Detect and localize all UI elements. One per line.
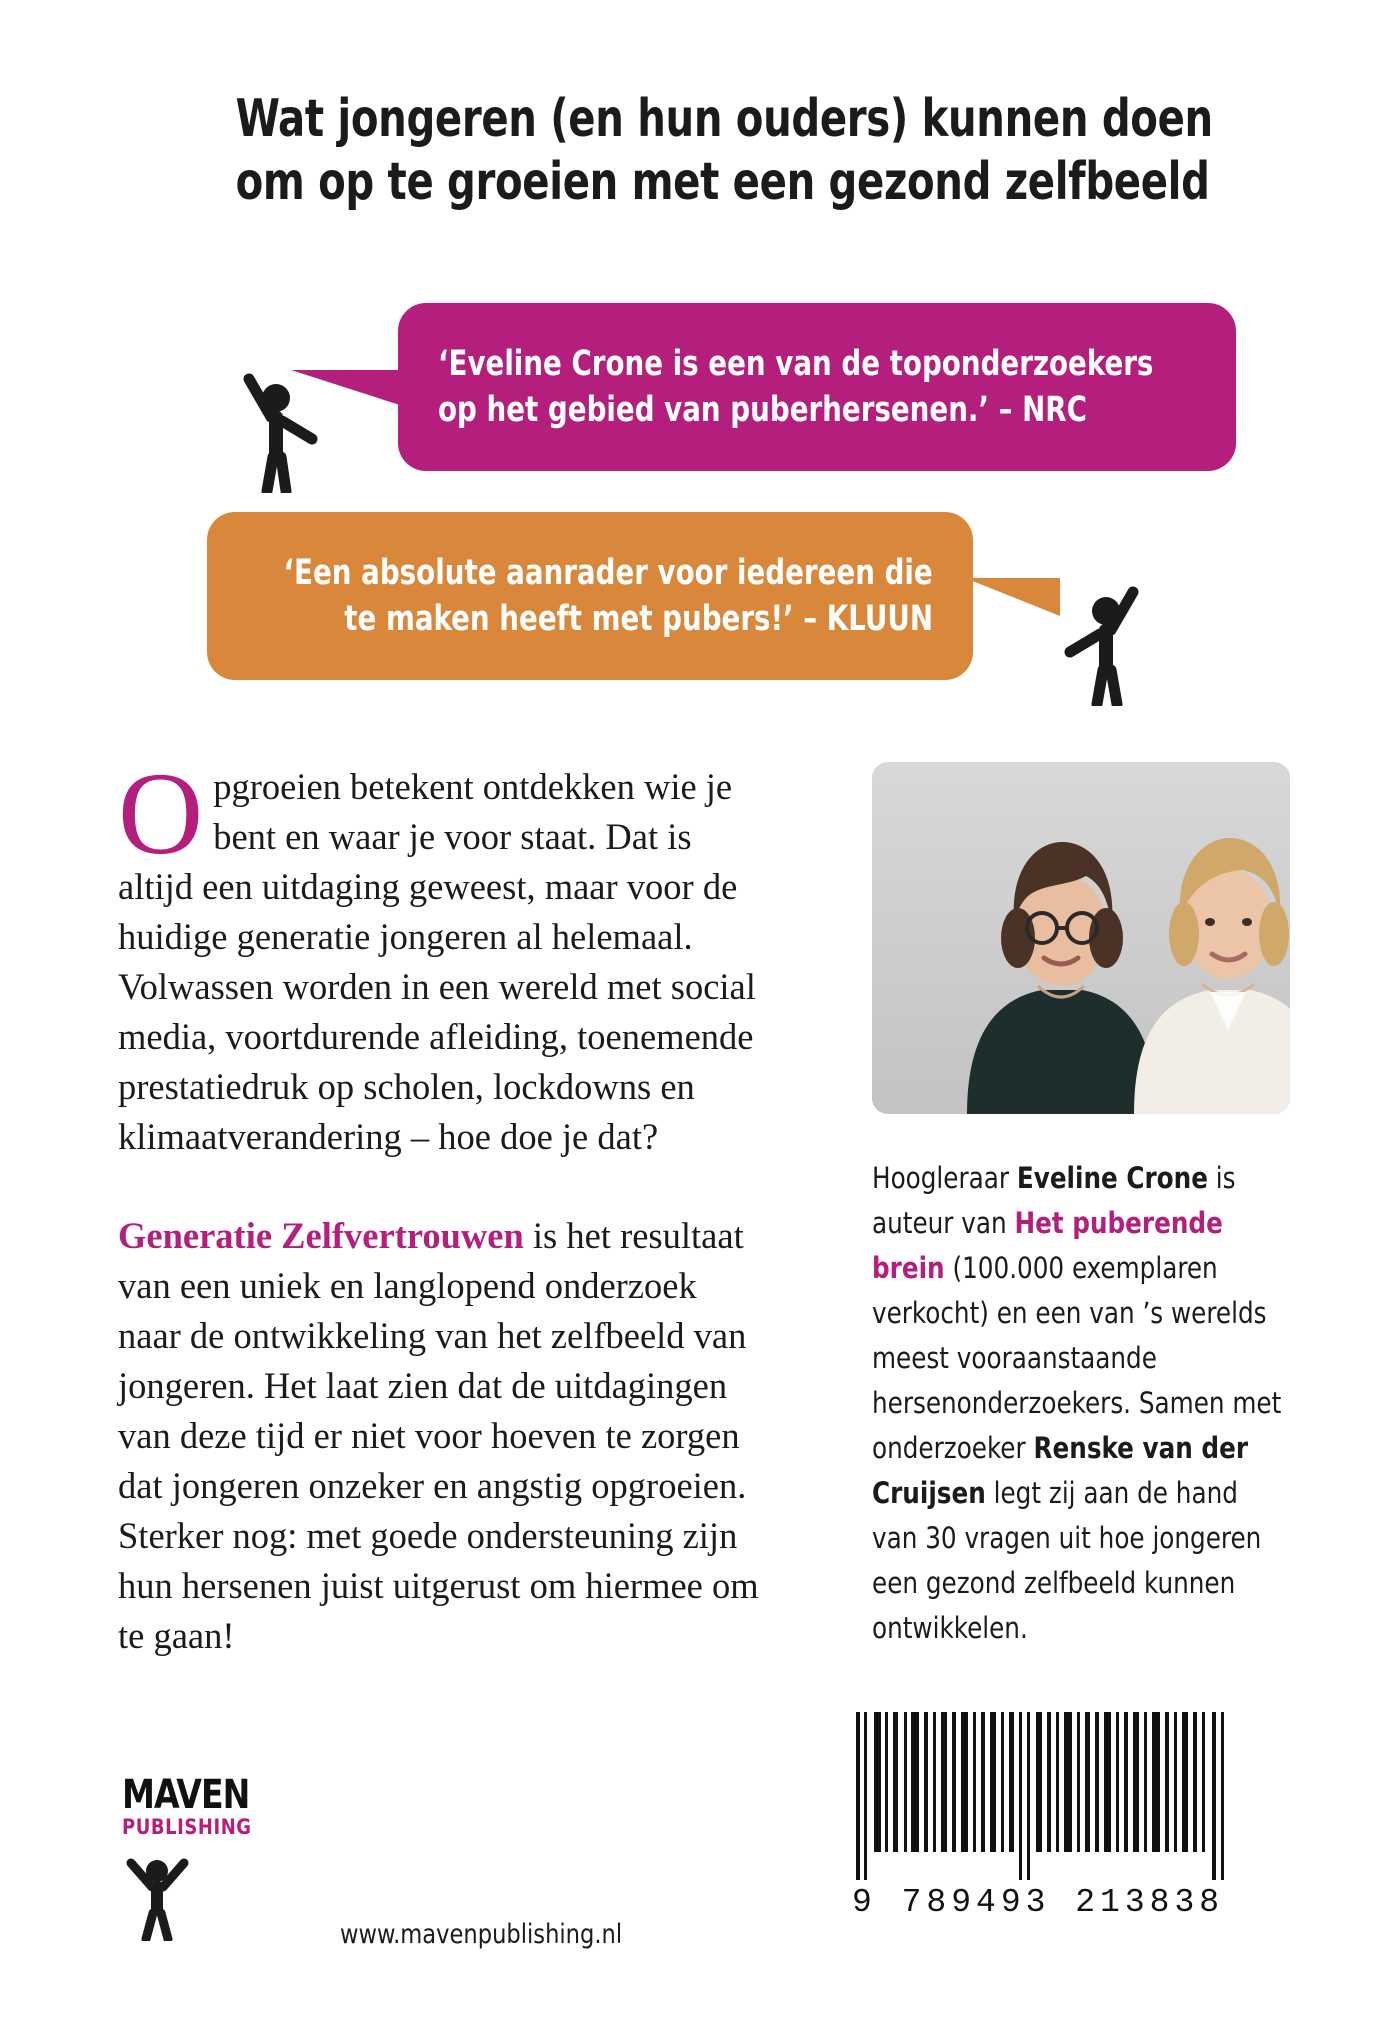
- blurb-column: [118, 748, 760, 1661]
- blurb-paragraph-1: [118, 748, 760, 1162]
- barcode-bars: [852, 1712, 1232, 1880]
- page-title: [160, 88, 1240, 214]
- publisher-name-maven: MAVEN: [122, 1772, 250, 1818]
- bio-seg-2: is auteur van: [872, 1161, 1236, 1240]
- quote-orange-line-1: ‘Een absolute aanrader voor iedereen die: [283, 553, 933, 593]
- book-title-highlight: Generatie Zelfvertrouwen: [118, 1215, 524, 1256]
- author-photo: [872, 762, 1290, 1114]
- drop-cap: O: [118, 748, 204, 879]
- author-bio: [872, 1156, 1291, 1651]
- publisher-website: www.mavenpublishing.nl: [340, 1919, 623, 1950]
- bio-author-name-1: Eveline Crone: [1016, 1161, 1208, 1195]
- stick-figure-right-icon: [1060, 578, 1146, 706]
- blurb-paragraph-2: [118, 1211, 760, 1661]
- author-column: [872, 762, 1290, 1651]
- quote-bubble-orange-tail: [965, 578, 1060, 616]
- publisher-logo: [122, 1772, 292, 1946]
- quote-bubble-pink-tail: [291, 370, 409, 408]
- bio-book-title: Het puberende brein: [872, 1206, 1223, 1285]
- bio-seg-1: Hoogleraar: [872, 1161, 1017, 1195]
- title-line-1: Wat jongeren (en hun ouders) kunnen doen: [235, 89, 1213, 149]
- bio-author-name-2: Renske van der Cruijsen: [872, 1431, 1249, 1510]
- barcode-digits: 9 789493 213838: [852, 1884, 1225, 1921]
- blurb-paragraph-1-text: pgroeien betekent ontdekken wie je bent en waar je voor staat. Dat is altijd een uitdaging geweest, maar voor de huidige generatie jongeren al helemaal. Volwassen worden in een wereld met social media, voortdurende afleiding, toenemende prestatiedruk op scholen, lockdowns en klimaatverandering – hoe doe je dat?: [118, 766, 756, 1157]
- quote-bubble-orange: [207, 512, 973, 680]
- quote-pink-line-1: ‘Eveline Crone is een van de toponderzoekers: [438, 344, 1154, 384]
- quote-orange-line-2: te maken heeft met pubers!’ – KLUUN: [344, 599, 933, 639]
- bio-seg-4: legt zij aan de hand van 30 vragen uit hoe jongeren een gezond zelfbeeld kunnen ontwikkelen.: [872, 1476, 1262, 1645]
- quote-bubble-pink: [398, 303, 1236, 471]
- title-line-2: om op te groeien met een gezond zelfbeeld: [235, 152, 1210, 212]
- quote-pink-line-2: op het gebied van puberhersenen.’ – NRC: [438, 390, 1087, 430]
- bio-seg-3: (100.000 exemplaren verkocht) en een van ’s werelds meest vooraanstaande hersenonderzoekers. Samen met onderzoeker: [872, 1251, 1282, 1465]
- blurb-paragraph-2-text: is het resultaat van een uniek en langlopend onderzoek naar de ontwikkeling van het zelfbeeld van jongeren. Het laat zien dat de uitdagingen van deze tijd er niet voor hoeven te zorgen dat jongeren onzeker en angstig opgroeien. Sterker nog: met goede ondersteuning zijn hun hersenen juist uitgerust om hiermee om te gaan!: [118, 1215, 759, 1656]
- publisher-name-publishing: PUBLISHING: [122, 1815, 252, 1839]
- publisher-stick-figure-icon: [122, 1849, 194, 1941]
- barcode: [852, 1712, 1232, 1921]
